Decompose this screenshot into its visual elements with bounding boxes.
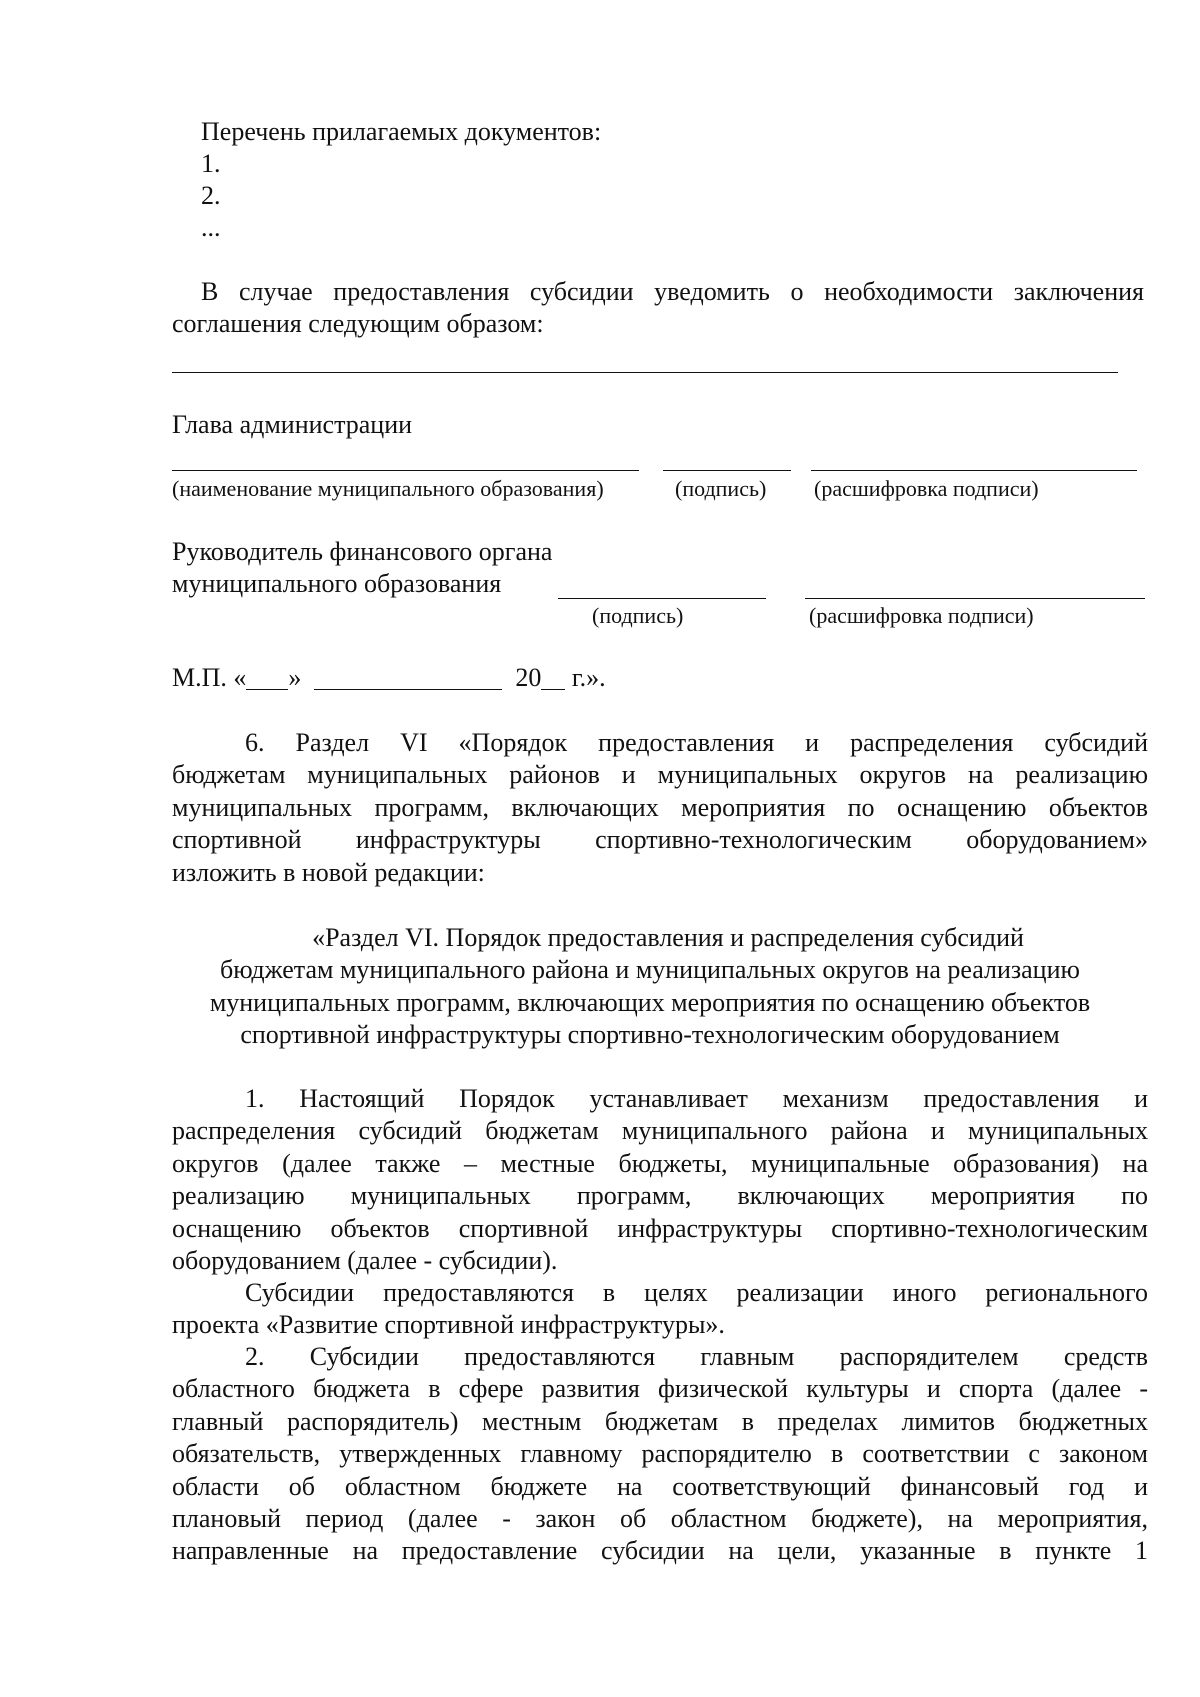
clause-2-line-6: плановый период (далее - закон об областном бюджете), на мероприятия, [172,1504,1148,1534]
year-blank [541,663,565,690]
clause-1-line-3: округов (далее также – местные бюджеты, муниципальные образования) на [172,1148,1148,1178]
finance-head-signature-line [558,598,766,599]
head-admin-name-line [172,470,639,471]
subsidy-goal-line-2: проекта «Развитие спортивной инфраструктуры». [172,1310,725,1340]
clause-2-line-4: обязательств, утвержденных главному распорядителю в соответствии с законом [172,1439,1148,1469]
clause-2-line-7: направленные на предоставление субсидии на цели, указанные в пункте 1 [172,1536,1148,1566]
finance-head-title-line-2: муниципального образования [172,569,502,598]
section-title [150,922,1150,1052]
head-admin-caption-name: (наименование муниципального образования) [172,476,604,501]
clause-1-line-2: распределения субсидий бюджетам муниципального района и муниципальных [172,1116,1148,1146]
stamp-date-line [172,662,606,694]
head-admin-decode-line [811,470,1137,471]
stamp-year-suffix: г.». [565,663,606,692]
section-title-line-4: спортивной инфраструктуры спортивно-технологическим оборудованием [240,1020,1060,1050]
clause-1-line-5: оснащению объектов спортивной инфраструктуры спортивно-технологическим [172,1213,1148,1243]
attachment-item-1: 1. [201,149,221,178]
item-6-line-4: спортивной инфраструктуры спортивно-технологическим оборудованием» [172,825,1148,855]
item-6-line-1: 6. Раздел VI «Порядок предоставления и распределения субсидий [245,728,1148,757]
month-blank [314,663,502,690]
notice-blank-line [172,372,1118,373]
section-title-line-2: бюджетам муниципального района и муниципальных округов на реализацию [220,955,1080,985]
section-title-line-1: «Раздел VI. Порядок предоставления и распределения субсидий [312,923,1024,952]
section-title-line-3: муниципальных программ, включающих мероприятия по оснащению объектов [209,987,1091,1017]
subsidy-goal-paragraph [172,1277,1148,1342]
finance-head-caption-signature: (подпись) [592,603,684,628]
item-6-line-5: изложить в новой редакции: [172,857,485,887]
finance-head-title-line-1: Руководитель финансового органа [172,537,553,566]
head-admin-signature-line [663,470,791,471]
finance-head-decode-line [805,598,1145,599]
head-admin-title: Глава администрации [172,410,413,439]
attachment-item-2: 2. [201,181,221,210]
clause-2-line-2: областного бюджета в сфере развития физической культуры и спорта (далее - [172,1374,1148,1404]
notice-line-2: соглашения следующим образом: [172,309,544,339]
clause-2-line-3: главный распорядитель) местным бюджетам в пределах лимитов бюджетных [172,1406,1148,1436]
item-6-paragraph [172,727,1148,889]
clause-2-line-1: 2. Субсидии предоставляются главным распорядителем средств [245,1342,1148,1371]
attachment-item-ellipsis: ... [201,213,221,242]
item-6-line-2: бюджетам муниципальных районов и муниципальных округов на реализацию [172,760,1148,790]
item-6-line-3: муниципальных программ, включающих мероприятия по оснащению объектов [172,792,1148,822]
notice-paragraph [172,276,1144,341]
clause-2-line-5: области об областном бюджете на соответствующий финансовый год и [172,1471,1148,1501]
clause-1-line-4: реализацию муниципальных программ, включающих мероприятия по [172,1181,1148,1211]
clause-1-line-6: оборудованием (далее - субсидии). [172,1246,558,1276]
day-blank [246,663,288,690]
clause-1-line-1: 1. Настоящий Порядок устанавливает механизм предоставления и [245,1084,1148,1113]
clause-2-paragraph [172,1341,1148,1568]
head-admin-caption-signature: (подпись) [675,476,767,501]
subsidy-goal-line-1: Субсидии предоставляются в целях реализации иного регионального [245,1278,1148,1307]
stamp-year-prefix: 20 [515,663,542,692]
notice-line-1: В случае предоставления субсидии уведомить о необходимости заключения [201,277,1144,306]
stamp-mp: М.П. « [172,663,247,692]
clause-1-paragraph [172,1083,1148,1277]
stamp-quote-close: » [288,663,302,692]
head-admin-caption-decode: (расшифровка подписи) [814,476,1039,501]
finance-head-caption-decode: (расшифровка подписи) [809,603,1034,628]
attachments-heading: Перечень прилагаемых документов: [201,117,602,146]
